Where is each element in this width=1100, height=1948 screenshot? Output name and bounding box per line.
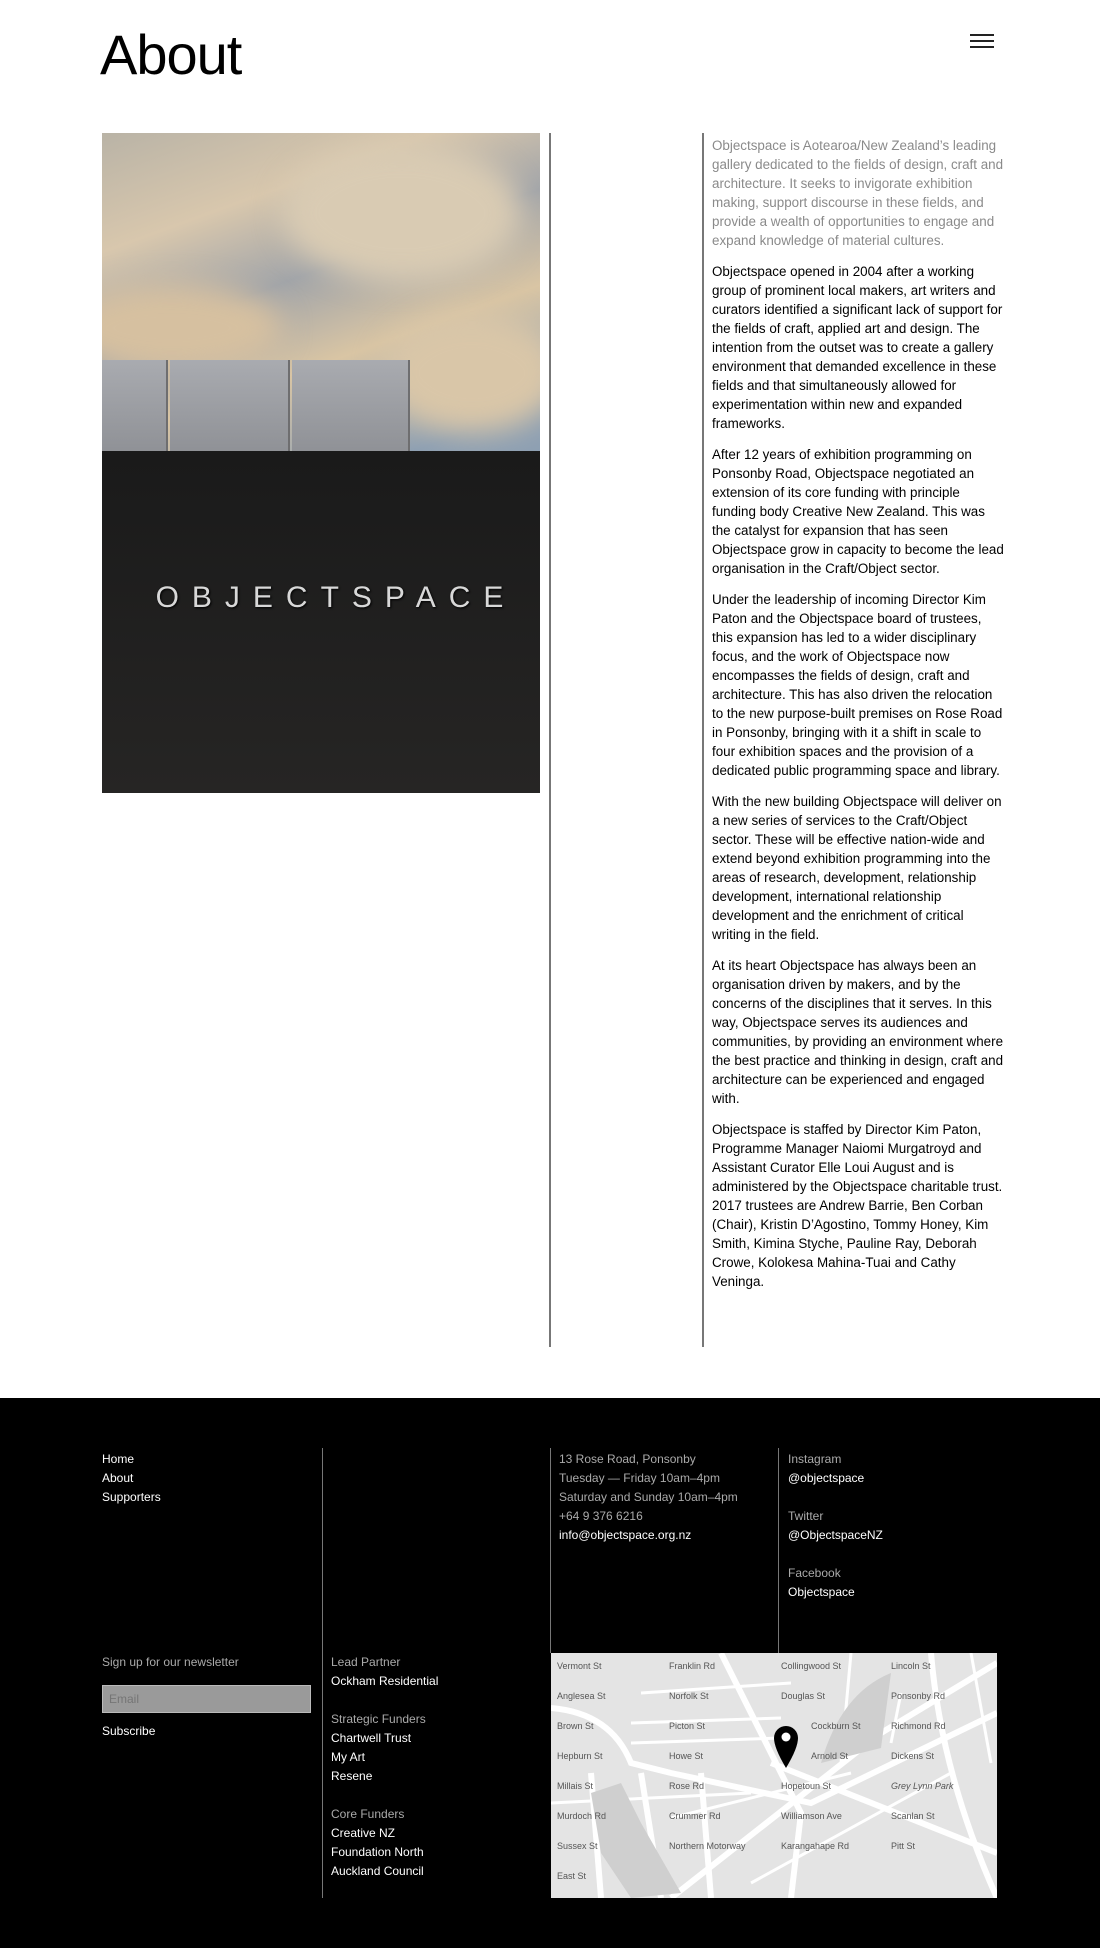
about-text	[712, 136, 1004, 1303]
building-sign: OBJECTSPACE	[155, 581, 517, 614]
map-label: Anglesea St	[557, 1691, 606, 1701]
map-label: Pitt St	[891, 1841, 916, 1851]
map-label: Murdoch Rd	[557, 1811, 607, 1821]
twitter-link[interactable]: @ObjectspaceNZ	[788, 1528, 883, 1542]
paragraph: At its heart Objectspace has always been an organisation driven by makers, and by the concerns of the disciplines that it serves. In this way, Objectspace serves its audiences and communities, by providing an environment where the best practice and thinking in design, craft and architecture can be experienced and engaged with.	[712, 958, 1004, 1106]
contact-info	[559, 1450, 738, 1545]
divider	[549, 133, 551, 1347]
subscribe-button[interactable]: Subscribe	[102, 1724, 156, 1738]
funder-link[interactable]: Foundation North	[331, 1845, 424, 1859]
paragraph: Objectspace opened in 2004 after a working group of prominent local makers, art writers and curators identified a significant lack of support for the fields of craft, applied art and design. The intention from the outset was to create a gallery environment that demanded excellence in these fields and that simultaneously allowed for experimentation within new and expanded frameworks.	[712, 264, 1003, 431]
funder-link[interactable]: Ockham Residential	[331, 1674, 439, 1688]
funders	[331, 1653, 438, 1881]
map-label: Norfolk St	[669, 1691, 709, 1701]
map-label: Richmond Rd	[891, 1721, 946, 1731]
map-label: Franklin Rd	[669, 1661, 716, 1671]
map-label: Arnold St	[811, 1751, 849, 1761]
social-links	[788, 1450, 883, 1602]
map-label: Millais St	[557, 1781, 594, 1791]
funder-link[interactable]: Chartwell Trust	[331, 1731, 412, 1745]
paragraph: Under the leadership of incoming Director Kim Paton and the Objectspace board of trustees, this expansion has led to a wider disciplinary focus, and the work of Objectspace now encompasses the fields of design, craft and architecture. This has also driven the relocation to the new purpose-built premises on Rose Road in Ponsonby, bringing with it a shift in scale to four exhibition spaces and the provision of a dedicated public programming space and library.	[712, 592, 1003, 778]
phone: +64 9 376 6216	[559, 1509, 643, 1523]
funder-heading: Lead Partner	[331, 1655, 401, 1669]
map-label: Karangahape Rd	[781, 1841, 850, 1851]
nav-supporters-link[interactable]: Supporters	[102, 1490, 161, 1504]
instagram-label: Instagram	[788, 1452, 842, 1466]
twitter-label: Twitter	[788, 1509, 824, 1523]
nav-about-link[interactable]: About	[102, 1471, 134, 1485]
objectspace-building-photo	[102, 133, 540, 793]
hours-weekday: Tuesday — Friday 10am–4pm	[559, 1471, 720, 1485]
funder-link[interactable]: Auckland Council	[331, 1864, 424, 1878]
paragraph: Objectspace is staffed by Director Kim Paton, Programme Manager Naiomi Murgatroyd and Assistant Curator Elle Loui August and is administered by the Objectspace charitable trust. 2017 trustees are Andrew Barrie, Ben Corban (Chair), Kristin D’Agostino, Tommy Honey, Kim Smith, Kimina Styche, Pauline Ray, Deborah Crowe, Kolokesa Mahina-Tuai and Cathy Veninga.	[712, 1122, 1003, 1289]
newsletter-email-input[interactable]	[102, 1685, 311, 1713]
map-label: Picton St	[669, 1721, 706, 1731]
map-label: Northern Motorway	[669, 1841, 746, 1851]
map-label: Sussex St	[557, 1841, 598, 1851]
map-label: Grey Lynn Park	[891, 1781, 954, 1791]
map-label: Hopetoun St	[781, 1781, 832, 1791]
location-map[interactable]	[551, 1653, 997, 1898]
map-label: Ponsonby Rd	[891, 1691, 946, 1701]
map-label: Vermont St	[557, 1661, 602, 1671]
instagram-link[interactable]: @objectspace	[788, 1471, 865, 1485]
map-label: Collingwood St	[781, 1661, 842, 1671]
map-label: Crummer Rd	[669, 1811, 721, 1821]
facebook-label: Facebook	[788, 1566, 841, 1580]
map-label: Howe St	[669, 1751, 704, 1761]
funder-heading: Core Funders	[331, 1807, 405, 1821]
address: 13 Rose Road, Ponsonby	[559, 1452, 696, 1466]
funder-link[interactable]: My Art	[331, 1750, 366, 1764]
divider	[702, 133, 704, 1347]
map-label: Cockburn St	[811, 1721, 861, 1731]
map-label: Brown St	[557, 1721, 594, 1731]
map-label: Hepburn St	[557, 1751, 603, 1761]
map-label: East St	[557, 1871, 587, 1881]
hours-weekend: Saturday and Sunday 10am–4pm	[559, 1490, 738, 1504]
intro-paragraph: Objectspace is Aotearoa/New Zealand’s leading gallery dedicated to the fields of design, craft and architecture. It seeks to invigorate exhibition making, support discourse in these fields, and provide a wealth of opportunities to engage and expand knowledge of material cultures.	[712, 138, 1004, 248]
funder-heading: Strategic Funders	[331, 1712, 426, 1726]
paragraph: With the new building Objectspace will deliver on a new series of services to the Craft/Object sector. These will be effective nation-wide and extend beyond exhibition programming into the areas of research, development, relationship development, international relationship development and the enrichment of critical writing in the field.	[712, 794, 1002, 942]
email-link[interactable]: info@objectspace.org.nz	[559, 1528, 692, 1542]
footer-nav	[102, 1450, 161, 1507]
map-label: Douglas St	[781, 1691, 826, 1701]
facebook-link[interactable]: Objectspace	[788, 1585, 855, 1599]
funder-link[interactable]: Resene	[331, 1769, 373, 1783]
funder-link[interactable]: Creative NZ	[331, 1826, 396, 1840]
page-title: About	[100, 23, 242, 86]
paragraph: After 12 years of exhibition programming on Ponsonby Road, Objectspace negotiated an extension of its core funding with principle funding body Creative New Zealand. This was the catalyst for expansion that has seen Objectspace grow in capacity to become the lead organisation in the Craft/Object sector.	[712, 447, 1004, 576]
map-label: Williamson Ave	[781, 1811, 842, 1821]
map-label: Scanlan St	[891, 1811, 935, 1821]
map-label: Rose Rd	[669, 1781, 705, 1791]
newsletter-label: Sign up for our newsletter	[102, 1655, 239, 1669]
map-streets	[551, 1653, 997, 1898]
hamburger-menu-icon[interactable]	[970, 32, 994, 50]
map-label: Dickens St	[891, 1751, 935, 1761]
map-label: Lincoln St	[891, 1661, 931, 1671]
nav-home-link[interactable]: Home	[102, 1452, 135, 1466]
